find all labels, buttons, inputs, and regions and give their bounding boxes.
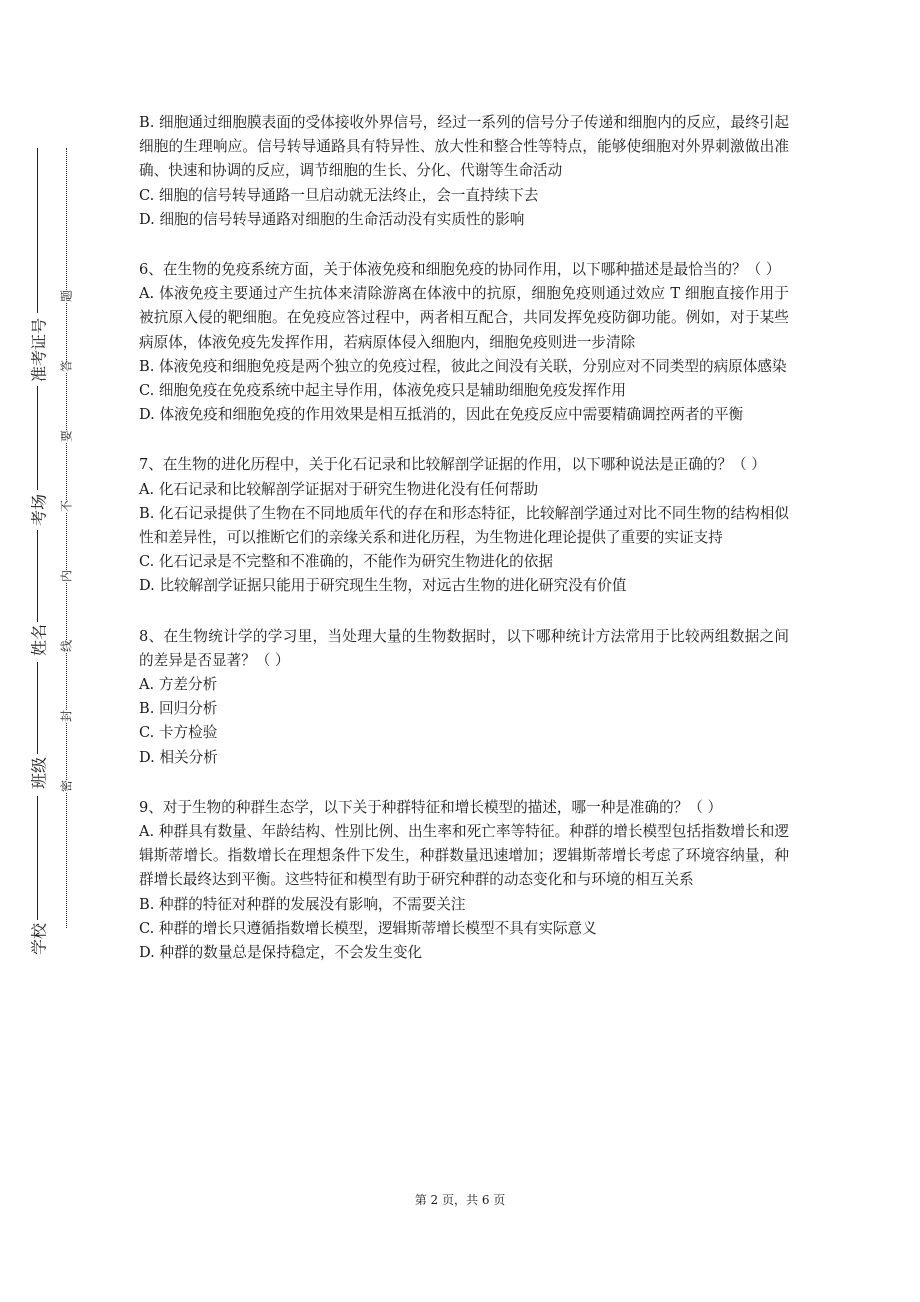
page-number: 第 2 页，共 6 页 (414, 1193, 506, 1207)
option-c: C. 细胞的信号转导通路一旦启动就无法终止，会一直持续下去 (139, 186, 539, 204)
option-a: A. 方差分析 (139, 676, 218, 694)
option-d: D. 比较解剖学证据只能用于研究现生生物，对远古生物的进化研究没有价值 (139, 577, 627, 595)
option-c: C. 卡方检验 (139, 724, 218, 742)
label-school: 学校 (29, 922, 49, 956)
field-line-exam-number (37, 148, 38, 313)
question-stem: 9、对于生物的种群生态学，以下关于种群特征和增长模型的描述，哪一种是准确的？（ ） (139, 798, 723, 816)
field-line-name (37, 530, 38, 622)
seal-word: 要 (56, 430, 77, 442)
field-line-class (37, 662, 38, 754)
binding-margin (0, 0, 120, 1302)
option-d: D. 种群的数量总是保持稳定，不会发生变化 (139, 944, 423, 962)
seal-word: 内 (56, 570, 77, 582)
question-7 (139, 453, 789, 598)
option-a: A. 种群具有数量、年龄结构、性别比例、出生率和死亡率等特征。种群的增长模型包括指数增长和逻辑斯蒂增长。指数增长在理想条件下发生，种群数量迅速增加；逻辑斯蒂增长考虑了环境容纳量，种群增长最终达到平衡。这些特征和模型有助于研究种群的动态变化和与环境的相互关系 (139, 823, 789, 889)
seal-word: 封 (56, 710, 77, 722)
option-c: C. 细胞免疫在免疫系统中起主导作用，体液免疫只是辅助细胞免疫发挥作用 (139, 382, 626, 400)
option-d: D. 细胞的信号转导通路对细胞的生命活动没有实质性的影响 (139, 210, 525, 228)
field-line-exam-room (37, 386, 38, 490)
label-exam-room: 考场 (29, 493, 49, 527)
seal-word: 题 (56, 290, 77, 302)
option-a: A. 体液免疫主要通过产生抗体来清除游离在体液中的抗原，细胞免疫则通过效应 T 细胞直接作用于被抗原入侵的靶细胞。在免疫应答过程中，两者相互配合，共同发挥免疫防御功能。例如，对于某些病原体，体液免疫先发挥作用，若病原体侵入细胞内，细胞免疫则进一步清除 (139, 285, 789, 351)
question-stem: 7、在生物的进化历程中，关于化石记录和比较解剖学证据的作用，以下哪种说法是正确的？（ ） (139, 456, 766, 474)
question-8 (139, 625, 789, 770)
option-c: C. 种群的增长只遵循指数增长模型，逻辑斯蒂增长模型不具有实际意义 (139, 919, 597, 937)
seal-word: 答 (56, 360, 77, 372)
seal-word: 不 (56, 500, 77, 512)
option-b: B. 细胞通过细胞膜表面的受体接收外界信号，经过一系列的信号分子传递和细胞内的反应，最终引起细胞的生理响应。信号转导通路具有特异性、放大性和整合性等特点，能够使细胞对外界刺激做出准确、快速和协调的反应，调节细胞的生长、分化、代谢等生命活动 (139, 114, 789, 180)
question-stem: 6、在生物的免疫系统方面，关于体液免疫和细胞免疫的协同作用，以下哪种描述是最恰当的？（ ） (139, 261, 781, 279)
label-exam-number: 准考证号 (29, 317, 49, 383)
question-6 (139, 258, 789, 427)
seal-word: 密 (56, 780, 77, 792)
option-b: B. 种群的特征对种群的发展没有影响，不需要关注 (139, 895, 466, 913)
label-name: 姓名 (29, 623, 49, 657)
seal-word: 线 (56, 640, 77, 652)
question-5-continued (139, 111, 789, 232)
question-content (139, 111, 789, 965)
option-d: D. 相关分析 (139, 748, 218, 766)
option-d: D. 体液免疫和细胞免疫的作用效果是相互抵消的，因此在免疫反应中需要精确调控两者的平衡 (139, 406, 744, 424)
option-a: A. 化石记录和比较解剖学证据对于研究生物进化没有任何帮助 (139, 480, 539, 498)
label-class: 班级 (29, 756, 49, 790)
option-b: B. 体液免疫和细胞免疫是两个独立的免疫过程，彼此之间没有关联，分别应对不同类型的病原体感染 (139, 357, 787, 375)
question-9 (139, 796, 789, 965)
option-b: B. 回归分析 (139, 700, 218, 718)
option-c: C. 化石记录是不完整和不准确的，不能作为研究生物进化的依据 (139, 553, 553, 571)
seal-dotted-line (66, 148, 67, 928)
question-stem: 8、在生物统计学的学习里，当处理大量的生物数据时，以下哪种统计方法常用于比较两组数据之间的差异是否显著？（ ） (139, 627, 789, 669)
field-line-school (37, 796, 38, 920)
option-b: B. 化石记录提供了生物在不同地质年代的存在和形态特征，比较解剖学通过对比不同生物的结构相似性和差异性，可以推断它们的亲缘关系和进化历程，为生物进化理论提供了重要的实证支持 (139, 504, 789, 547)
